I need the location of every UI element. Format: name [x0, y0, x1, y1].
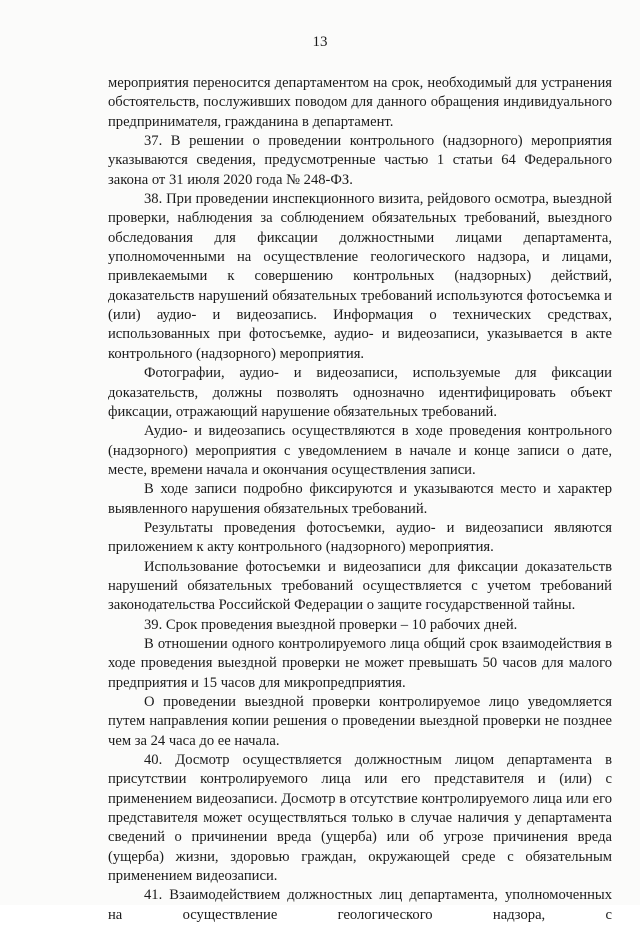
- paragraph: В ходе записи подробно фиксируются и указываются место и характер выявленного нарушения обязательных требований.: [108, 481, 612, 517]
- paragraph: В отношении одного контролируемого лица общий срок взаимодействия в ходе проведения выездной проверки не может превышать 50 часов для малого предприятия и 15 часов для микропредприятия.: [108, 635, 612, 691]
- paragraph: 37. В решении о проведении контрольного (надзорного) мероприятия указываются сведения, предусмотренные частью 1 статьи 64 Федерального закона от 31 июля 2020 года № 248-ФЗ.: [108, 133, 612, 188]
- document-body: [108, 74, 612, 925]
- paragraph: 38. При проведении инспекционного визита, рейдового осмотра, выездной проверки, наблюдения за соблюдением обязательных требований, выездного обследования для фиксации должностными лицами департамента, уполномоченными на осуществление геологического надзора, и лицами, привлекаемыми к совершению контрольных (надзорных) действий, доказательств нарушений обязательных требований используются фотосъемка и (или) аудио- и видеозапись. Информация о технических средствах, использованных при фотосъемке, аудио- и видеозаписи, указывается в акте контрольного (надзорного) мероприятия.: [108, 191, 612, 362]
- paragraph: О проведении выездной проверки контролируемое лицо уведомляется путем направления копии решения о проведении выездной проверки не позднее чем за 24 часа до ее начала.: [108, 694, 612, 749]
- paragraph: Использование фотосъемки и видеозаписи для фиксации доказательств нарушений обязательных требований осуществляется с учетом требований законодательства Российской Федерации о защите государственной тайны.: [108, 558, 612, 614]
- paragraph: 41. Взаимодействием должностных лиц департамента, уполномоченных на осуществление геологического надзора, с: [108, 887, 612, 923]
- paragraph: 40. Досмотр осуществляется должностным лицом департамента в присутствии контролируемого лица или его представителя и (или) с применением видеозаписи. Досмотр в отсутствие контролируемого лица или его представителя может осуществляться только в случае наличия у департамента сведений о причинении вреда (ущерба) или об угрозе причинения вреда (ущерба) жизни, здоровью граждан, окружающей среде с обязательным применением видеозаписи.: [108, 752, 612, 885]
- page-number: 13: [312, 34, 328, 50]
- paragraph: 39. Срок проведения выездной проверки – 10 рабочих дней.: [144, 616, 518, 633]
- paragraph: Фотографии, аудио- и видеозаписи, используемые для фиксации доказательств, должны позволять однозначно идентифицировать объект фиксации, отражающий нарушение обязательных требований.: [108, 365, 612, 420]
- paragraph: Аудио- и видеозапись осуществляются в ходе проведения контрольного (надзорного) мероприятия с уведомлением в начале и конце записи о дате, месте, времени начала и окончания осуществления записи.: [108, 423, 612, 478]
- paragraph: мероприятия переносится департаментом на срок, необходимый для устранения обстоятельств, послуживших поводом для данного обращения индивидуального предпринимателя, гражданина в департамент.: [108, 75, 612, 130]
- paragraph: Результаты проведения фотосъемки, аудио- и видеозаписи являются приложением к акту контрольного (надзорного) мероприятия.: [108, 519, 612, 556]
